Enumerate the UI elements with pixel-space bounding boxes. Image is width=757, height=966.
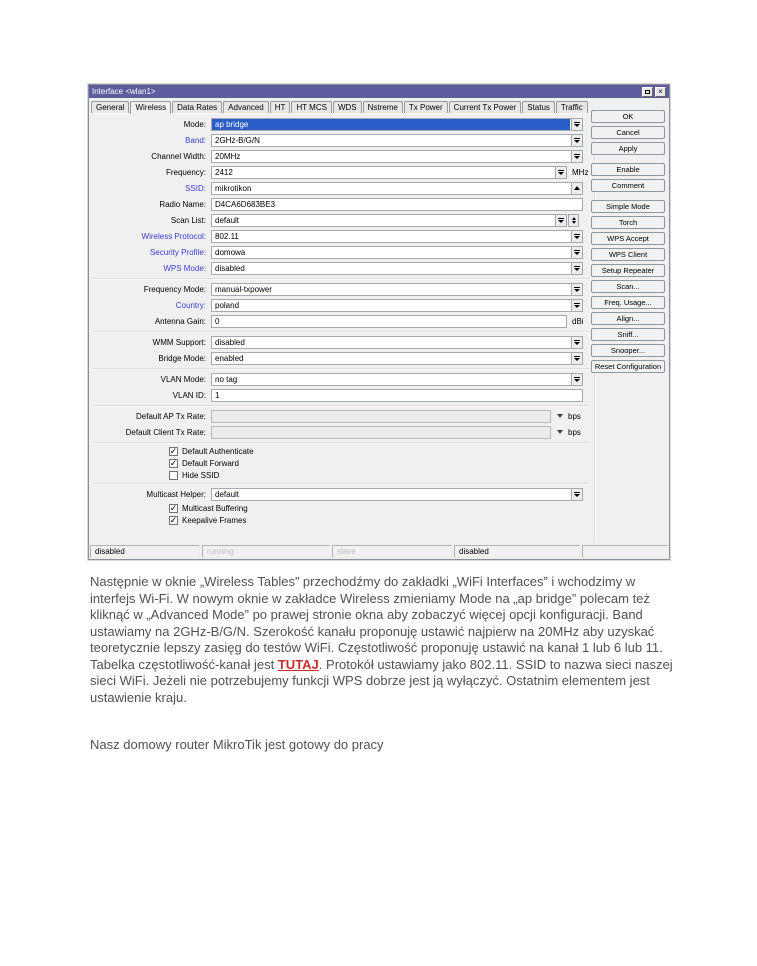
vlan-mode-row	[91, 371, 594, 387]
wireless-protocol-row	[91, 228, 594, 244]
frequency-mode-label: Frequency Mode:	[143, 284, 206, 294]
ssid-label: SSID:	[185, 183, 206, 193]
combo-arrow-icon	[574, 377, 580, 382]
security-profile-dropdown-button[interactable]	[571, 247, 582, 258]
default-client-tx-rate-unit: bps	[568, 427, 581, 437]
tab-general[interactable]: General	[91, 101, 129, 113]
radio-name-value: D4CA6D683BE3	[215, 199, 276, 209]
separator	[91, 440, 594, 445]
multicast-buffering-label: Multicast Buffering	[182, 503, 248, 513]
combo-arrow-icon	[558, 170, 564, 175]
apply-button[interactable]: Apply	[591, 142, 665, 155]
restore-button[interactable]	[642, 87, 653, 97]
bridge-mode-select[interactable]	[211, 352, 583, 365]
wps-accept-button[interactable]: WPS Accept	[591, 232, 665, 245]
antenna-gain-unit: dBi	[572, 316, 584, 326]
wmm-support-dropdown-button[interactable]	[571, 337, 582, 348]
status-cell-slave: slave	[332, 545, 452, 558]
keepalive-frames-row	[169, 514, 594, 526]
comment-button[interactable]: Comment	[591, 179, 665, 192]
ssid-row	[91, 180, 594, 196]
mode-dropdown-button[interactable]	[571, 119, 582, 130]
combo-arrow-icon	[574, 303, 580, 308]
combo-arrow-icon	[574, 356, 580, 361]
separator	[91, 276, 594, 281]
radio-name-label: Radio Name:	[159, 199, 206, 209]
default-forward-label: Default Forward	[182, 458, 239, 468]
hide-ssid-label: Hide SSID	[182, 470, 220, 480]
wps-client-button[interactable]: WPS Client	[591, 248, 665, 261]
multicast-helper-select[interactable]	[211, 488, 583, 501]
default-forward-row	[169, 457, 594, 469]
multicast-helper-row	[91, 486, 594, 502]
restore-icon	[645, 90, 650, 94]
close-icon: ×	[658, 86, 663, 96]
antenna-gain-input[interactable]	[211, 315, 567, 328]
scan-list-value: default	[215, 215, 240, 225]
tab-current-tx-power[interactable]: Current Tx Power	[449, 101, 522, 113]
frequency-row	[91, 164, 594, 180]
frequency-mode-dropdown-button[interactable]	[571, 284, 582, 295]
separator	[91, 329, 594, 334]
vlan-mode-value: no tag	[215, 374, 238, 384]
check-icon: ✓	[169, 514, 178, 525]
wmm-support-label: WMM Support:	[152, 337, 206, 347]
country-dropdown-button[interactable]	[571, 300, 582, 311]
wps-mode-label: WPS Mode:	[163, 263, 206, 273]
vlan-mode-dropdown-button[interactable]	[571, 374, 582, 385]
status-bar	[90, 545, 668, 558]
frequency-value: 2412	[215, 167, 233, 177]
align-button[interactable]: Align...	[591, 312, 665, 325]
status-cell-disabled-2: disabled	[454, 545, 580, 558]
default-client-tx-rate-input	[211, 426, 551, 439]
snooper-button[interactable]: Snooper...	[591, 344, 665, 357]
frequency-label: Frequency:	[165, 167, 206, 177]
vlan-mode-label: VLAN Mode:	[160, 374, 206, 384]
security-profile-select[interactable]	[211, 246, 583, 259]
default-ap-tx-rate-input	[211, 410, 551, 423]
tutaj-link[interactable]: TUTAJ	[277, 656, 319, 672]
combo-arrow-icon	[574, 287, 580, 292]
spin-up-icon	[572, 217, 576, 220]
ssid-collapse-button[interactable]	[571, 183, 582, 194]
combo-arrow-icon	[574, 234, 580, 239]
ssid-input[interactable]	[211, 182, 583, 195]
security-profile-label: Security Profile:	[149, 247, 206, 257]
scan-list-label: Scan List:	[170, 215, 206, 225]
default-client-tx-rate-value	[212, 427, 550, 438]
wireless-form	[91, 116, 594, 526]
default-ap-tx-rate-row	[91, 408, 594, 424]
multicast-helper-dropdown-button[interactable]	[571, 489, 582, 500]
dialog-body	[89, 98, 669, 559]
vlan-id-row	[91, 387, 594, 403]
reset-configuration-button[interactable]: Reset Configuration	[591, 360, 665, 373]
tab-traffic[interactable]: Traffic	[556, 101, 588, 113]
wps-mode-dropdown-button[interactable]	[571, 263, 582, 274]
dropdown-arrow-icon[interactable]	[557, 414, 563, 418]
default-ap-tx-rate-value	[212, 411, 550, 422]
mode-select[interactable]	[211, 118, 583, 131]
default-authenticate-checkbox[interactable]	[169, 447, 178, 456]
tab-bar	[91, 100, 593, 114]
paragraph-text-after-link: . Protokół ustawiamy jako 802.11. SSID to nazwa sieci naszej sieci WiFi. Jeżeli nie potrzebujemy funkcji WPS dobrze jest ją wyłączyć. Ostatnim elementem jest ustawienie kraju.	[90, 656, 673, 705]
simple-mode-button[interactable]: Simple Mode	[591, 200, 665, 213]
close-button[interactable]	[655, 87, 666, 97]
radio-name-row	[91, 196, 594, 212]
security-profile-row	[91, 244, 594, 260]
channel-width-row	[91, 148, 594, 164]
default-client-tx-rate-label: Default Client Tx Rate:	[125, 427, 206, 437]
multicast-buffering-row	[169, 502, 594, 514]
combo-arrow-icon	[558, 218, 564, 223]
status-cell-empty	[582, 545, 668, 558]
wireless-protocol-dropdown-button[interactable]	[571, 231, 582, 242]
vlan-id-label: VLAN ID:	[172, 390, 206, 400]
tab-status[interactable]: Status	[522, 101, 555, 113]
cancel-button[interactable]: Cancel	[591, 126, 665, 139]
enable-button[interactable]: Enable	[591, 163, 665, 176]
combo-arrow-icon	[574, 138, 580, 143]
tab-wds[interactable]: WDS	[333, 101, 362, 113]
band-label: Band:	[185, 135, 206, 145]
channel-width-select[interactable]	[211, 150, 583, 163]
freq-usage-button[interactable]: Freq. Usage...	[591, 296, 665, 309]
status-cell-running: running	[202, 545, 330, 558]
antenna-gain-label: Antenna Gain:	[154, 316, 206, 326]
wps-mode-row	[91, 260, 594, 276]
wmm-support-value: disabled	[215, 337, 245, 347]
combo-arrow-icon	[574, 122, 580, 127]
band-value: 2GHz-B/G/N	[215, 135, 260, 145]
wmm-support-select[interactable]	[211, 336, 583, 349]
default-ap-tx-rate-unit: bps	[568, 411, 581, 421]
antenna-gain-value: 0	[215, 316, 220, 326]
frequency-mode-value: manual-txpower	[215, 284, 272, 294]
combo-arrow-icon	[574, 154, 580, 159]
scan-list-dropdown-button[interactable]	[555, 215, 566, 226]
bridge-mode-value: enabled	[215, 353, 244, 363]
wireless-protocol-value: 802.11	[215, 231, 239, 241]
mode-row	[91, 116, 594, 132]
tutorial-paragraph	[90, 574, 676, 706]
titlebar[interactable]	[89, 85, 669, 98]
country-value: poland	[215, 300, 240, 310]
scan-list-row	[91, 212, 594, 228]
bridge-mode-row	[91, 350, 594, 366]
wireless-protocol-label: Wireless Protocol:	[141, 231, 206, 241]
check-icon: ✓	[169, 502, 178, 513]
scan-list-spin-button[interactable]	[568, 214, 579, 227]
separator	[91, 366, 594, 371]
torch-button[interactable]: Torch	[591, 216, 665, 229]
vlan-id-input[interactable]	[211, 389, 583, 402]
tab-nstreme[interactable]: Nstreme	[363, 101, 403, 113]
channel-width-label: Channel Width:	[151, 151, 206, 161]
channel-width-dropdown-button[interactable]	[571, 151, 582, 162]
check-icon: ✓	[169, 457, 178, 468]
mode-value: ap bridge	[212, 119, 570, 130]
band-row	[91, 132, 594, 148]
keepalive-frames-label: Keepalive Frames	[182, 515, 247, 525]
paragraph-text-before-link: Następnie w oknie „Wireless Tables” przechodźmy do zakładki „WiFi Interfaces” i wchodzimy w interfejs Wi-Fi. W nowym oknie w zakładce Wireless zmieniamy Mode na „ap bridge” polecam też kliknąć w „Advanced Mode” po prawej stronie okna aby zobaczyć więcej opcji konfiguracji. Band ustawiamy na 2GHz-B/G/N. Szerokość kanału proponuję ustawić najpierw na 20MHz aby uzyskać teoretycznie lepszy zasięg do testów WiFi. Częstotliwość proponuję ustawić na kanał 1 lub 6 lub 11. Tabelka częstotliwość-kanał jest	[90, 574, 663, 672]
scan-list-select[interactable]	[211, 214, 567, 227]
bridge-mode-label: Bridge Mode:	[158, 353, 206, 363]
interface-wlan1-dialog	[88, 84, 670, 560]
combo-arrow-icon	[574, 250, 580, 255]
dropdown-arrow-icon[interactable]	[557, 430, 563, 434]
channel-width-value: 20MHz	[215, 151, 241, 161]
antenna-gain-row	[91, 313, 594, 329]
tab-ht-mcs[interactable]: HT MCS	[291, 101, 332, 113]
tab-data-rates[interactable]: Data Rates	[172, 101, 222, 113]
tab-wireless[interactable]: Wireless	[130, 101, 171, 114]
hide-ssid-checkbox[interactable]	[169, 471, 178, 480]
multicast-buffering-checkbox[interactable]	[169, 504, 178, 513]
default-forward-checkbox[interactable]	[169, 459, 178, 468]
separator	[91, 403, 594, 408]
scan-button[interactable]: Scan...	[591, 280, 665, 293]
tab-advanced[interactable]: Advanced	[223, 101, 269, 113]
wmm-support-row	[91, 334, 594, 350]
setup-repeater-button[interactable]: Setup Repeater	[591, 264, 665, 277]
country-label: Country:	[175, 300, 206, 310]
wps-mode-value: disabled	[215, 263, 245, 273]
tab-tx-power[interactable]: Tx Power	[404, 101, 448, 113]
band-select[interactable]	[211, 134, 583, 147]
vlan-mode-select[interactable]	[211, 373, 583, 386]
sniff-button[interactable]: Sniff...	[591, 328, 665, 341]
default-authenticate-label: Default Authenticate	[182, 446, 254, 456]
mode-label: Mode:	[183, 119, 206, 129]
country-row	[91, 297, 594, 313]
frequency-input[interactable]	[211, 166, 567, 179]
radio-name-input[interactable]	[211, 198, 583, 211]
country-select[interactable]	[211, 299, 583, 312]
keepalive-frames-checkbox[interactable]	[169, 516, 178, 525]
combo-arrow-icon	[574, 492, 580, 497]
combo-arrow-icon	[574, 266, 580, 271]
combo-arrow-icon	[574, 340, 580, 345]
closing-sentence: Nasz domowy router MikroTik jest gotowy do pracy	[90, 737, 384, 752]
default-client-tx-rate-row	[91, 424, 594, 440]
hide-ssid-row	[169, 469, 594, 481]
up-arrow-icon	[574, 186, 580, 190]
window-title: Interface <wlan1>	[92, 87, 156, 96]
tab-ht[interactable]: HT	[270, 101, 291, 113]
status-cell-disabled: disabled	[90, 545, 200, 558]
frequency-mode-select[interactable]	[211, 283, 583, 296]
multicast-helper-value: default	[215, 489, 240, 499]
vlan-id-value: 1	[215, 390, 220, 400]
wps-mode-select[interactable]	[211, 262, 583, 275]
ssid-value: mikrotikon	[215, 183, 252, 193]
default-authenticate-row	[169, 445, 594, 457]
check-icon: ✓	[169, 445, 178, 456]
action-button-column	[591, 110, 665, 376]
security-profile-value: domowa	[215, 247, 246, 257]
default-ap-tx-rate-label: Default AP Tx Rate:	[136, 411, 206, 421]
band-dropdown-button[interactable]	[571, 135, 582, 146]
spin-down-icon	[572, 221, 576, 224]
multicast-helper-label: Multicast Helper:	[146, 489, 206, 499]
frequency-dropdown-button[interactable]	[555, 167, 566, 178]
separator	[91, 481, 594, 486]
frequency-unit: MHz	[572, 167, 589, 177]
ok-button[interactable]: OK	[591, 110, 665, 123]
frequency-mode-row	[91, 281, 594, 297]
wireless-protocol-select[interactable]	[211, 230, 583, 243]
bridge-mode-dropdown-button[interactable]	[571, 353, 582, 364]
